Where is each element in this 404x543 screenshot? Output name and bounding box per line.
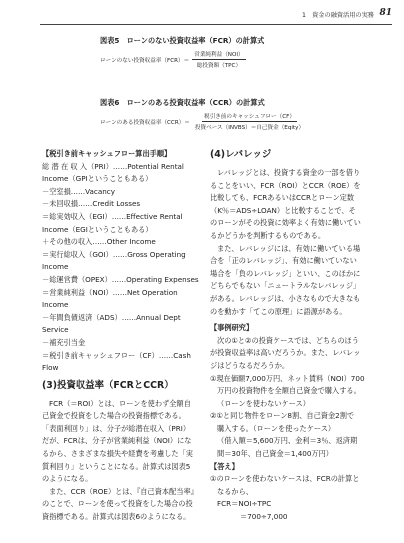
text-line: Income（EGIということもある）	[42, 224, 153, 234]
text-line: ＝営業純利益（NOI）……Net Operation	[42, 287, 178, 297]
figure6-numerator: 税引き前のキャッシュフロー（CF）	[204, 114, 295, 120]
section-3-heading: (3)投資収益率（FCRとCCR）	[42, 379, 174, 391]
text-line: 比較しても、FCRあるいはCCRとローン定数	[210, 193, 355, 203]
text-line: 己資金で投資をした場合の投資指標である。	[42, 411, 186, 421]
text-line: 購入する。（ローンを使ったケース）	[217, 423, 336, 433]
text-line: Service	[42, 325, 69, 335]
text-line: Income	[42, 300, 69, 310]
text-line: （K％＝ADS÷LOAN）と比較することで、そ	[210, 205, 356, 215]
cf-procedure-heading: 【税引き前キャッシュフロー算出手順】	[42, 149, 172, 158]
text-line: がある。レバレッジは、小さなもので大きなも	[210, 293, 361, 303]
text-line: 「表面利回り」は、分子が総潜在収入（PRI）	[42, 423, 191, 433]
text-line: また、CCR（ROE）とは、『自己資本配当率』	[49, 486, 198, 496]
chapter-title: 1 資金の融資活用の実務	[302, 12, 374, 19]
figure6-lhs: ローンのある投資収益率（CCR）＝	[100, 119, 190, 126]
figure5-denominator: 総投資額（TPC）	[196, 63, 242, 69]
text-line: ＝総実効収入（EGI）……Effective Rental	[42, 211, 183, 221]
text-line: Income	[42, 262, 69, 272]
formula-line: ＝700÷7,000	[240, 512, 288, 522]
figure6-fraction	[193, 112, 306, 131]
text-line: が投資収益率は高いだろうか。また、レバレッ	[210, 348, 361, 358]
text-line: 資指標である。計算式は図表6のようになる。	[42, 512, 191, 522]
text-line: どちらでもない「ニュートラルなレバレッジ」	[210, 281, 361, 291]
text-line: Flow	[42, 363, 59, 373]
text-line: －年間負債返済（ADS）……Annual Dept	[42, 312, 181, 322]
text-line: るかどうかを判断するものである。	[210, 230, 326, 240]
text-line: 次の①と②の投資ケースでは、どちらのほう	[217, 335, 359, 345]
text-line: また、レバレッジには、有効に働いている場	[217, 243, 361, 253]
figure6-title: 図表6 ローンのある投資収益率（CCR）の計算式	[100, 98, 265, 107]
text-line: のローンがその投資に効率よく有効に働いてい	[210, 218, 361, 228]
text-line: ＝税引き前キャッシュフロー（CF）……Cash	[42, 350, 191, 360]
text-line: 万円の投資物件を全額自己資金で購入する。	[217, 386, 361, 396]
text-line: なるから、	[217, 486, 253, 496]
text-line: レバレッジとは、投資する資金の一部を借り	[217, 168, 361, 177]
text-line: Income（GPIということもある）	[42, 174, 153, 184]
text-line: だが、FCRは、分子が営業純利益（NOI）にな	[42, 436, 192, 446]
text-line: 合を「正のレバレッジ」、有効に働いていない	[210, 256, 357, 266]
figure5-fraction	[192, 50, 245, 69]
page-number: 81	[379, 8, 392, 18]
text-line: 質利回り」ということになる。計算式は図表5	[42, 461, 191, 471]
case-study-heading: 【事例研究】	[210, 323, 254, 333]
text-line: －総運営費（OPEX）……Operating Expenses	[42, 274, 199, 284]
text-line: ＋その他の収入……Other Income	[42, 237, 156, 247]
answer-heading: 【答え】	[210, 461, 239, 471]
text-line: －未回収損……Credit Losses	[42, 199, 141, 209]
figure5-title: 図表5 ローンのない投資収益率（FCR）の計算式	[100, 36, 265, 45]
page-header	[40, 7, 392, 25]
text-line: のようになる。	[42, 474, 93, 484]
text-line: のを動かす「てこの原理」に語源がある。	[210, 306, 347, 316]
text-line: ＝実行総収入（GOI）……Gross Operating	[42, 249, 186, 259]
text-line: （借入額＝5,600万円、金利＝3％、返済期	[217, 436, 358, 446]
text-line: FCR（＝ROI）とは、ローンを使わず全額自	[49, 398, 191, 408]
figure5-formula	[100, 50, 246, 69]
text-line: －補充引当金	[42, 337, 86, 347]
text-line: （ローンを使わないケース）	[217, 398, 310, 408]
text-line: ることをいい、FCR（ROI）とCCR（ROE）を	[210, 180, 361, 190]
figure6-denominator: 投資ベース（INVBS）＝自己資金（Eqity）	[194, 125, 305, 131]
text-line: のことで、ローンを使って投資をした場合の投	[42, 499, 193, 509]
text-line: 総 潜 在 収 入（PRI）……Potential Rental	[42, 161, 184, 171]
figure5-numerator: 営業純利益（NOI）	[194, 52, 244, 58]
right-column	[210, 148, 376, 524]
text-line: ジはどうなるだろうか。	[210, 360, 290, 370]
figure6-formula	[100, 112, 306, 131]
text-line: るから、さまざまな損失や経費を考慮した「実	[42, 449, 193, 459]
text-line: ①のローンを使わないケースは、FCRの計算と	[210, 474, 360, 484]
figure5-lhs: ローンのない投資収益率（FCR）＝	[100, 57, 190, 64]
left-column	[42, 148, 200, 524]
section-4-heading: (4)レバレッジ	[210, 149, 272, 160]
header-rule	[40, 24, 392, 25]
text-line: 間＝30年、自己資金＝1,400万円）	[217, 449, 333, 459]
text-line: ②①と同じ物件をローン8割、自己資金2割で	[210, 411, 355, 421]
text-line: ①現在価額7,000万円、ネット賃料（NOI）700	[210, 373, 365, 383]
text-line: －空室損……Vacancy	[42, 186, 116, 196]
formula-line: FCR＝NOI÷TPC	[217, 499, 272, 509]
text-line: 場合を「負のレバレッジ」といい、このほかに	[210, 268, 361, 278]
